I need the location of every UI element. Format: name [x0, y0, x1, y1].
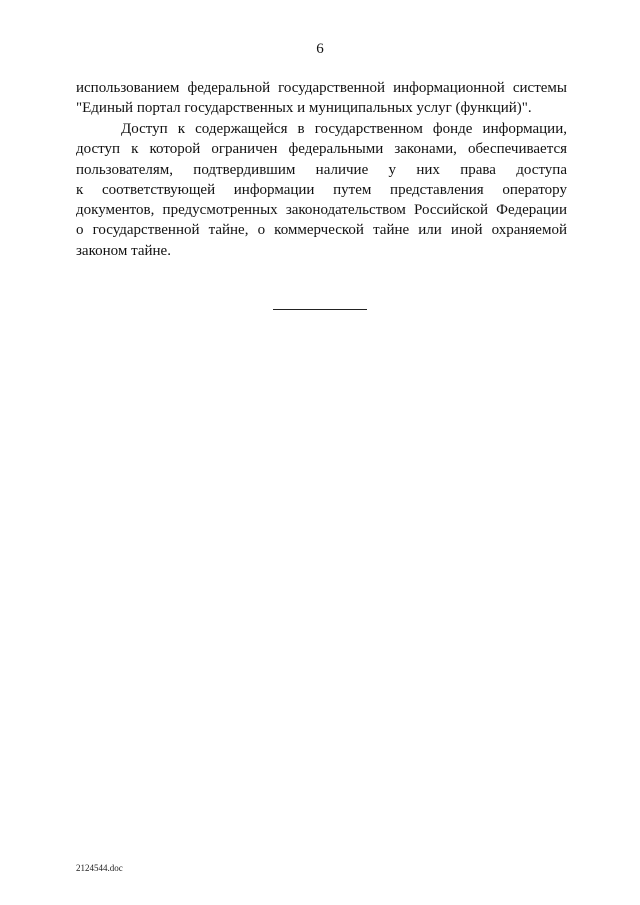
- text-line: использованием федеральной государственной информационной системы: [76, 80, 567, 96]
- text-line: "Единый портал государственных и муниципальных услуг (функций)".: [76, 100, 532, 117]
- text-line: документов, предусмотренных законодательством Российской Федерации: [76, 202, 567, 219]
- text-line: к соответствующей информации путем представления оператору: [76, 181, 567, 198]
- text-line: о государственной тайне, о коммерческой тайне или иной охраняемой: [76, 222, 567, 239]
- end-of-text-rule: [273, 309, 367, 310]
- text-line: законом тайне.: [76, 242, 171, 259]
- page-number: 6: [316, 41, 324, 57]
- document-id: 2124544.doc: [76, 863, 123, 873]
- text-line: Доступ к содержащейся в государственном фонде информации,: [121, 121, 567, 137]
- paragraph-continuation: [76, 78, 567, 119]
- paragraph-access: [76, 119, 567, 261]
- text-line: доступ к которой ограничен федеральными законами, обеспечивается: [76, 141, 567, 158]
- text-line: пользователям, подтвердившим наличие у них права доступа: [76, 161, 567, 178]
